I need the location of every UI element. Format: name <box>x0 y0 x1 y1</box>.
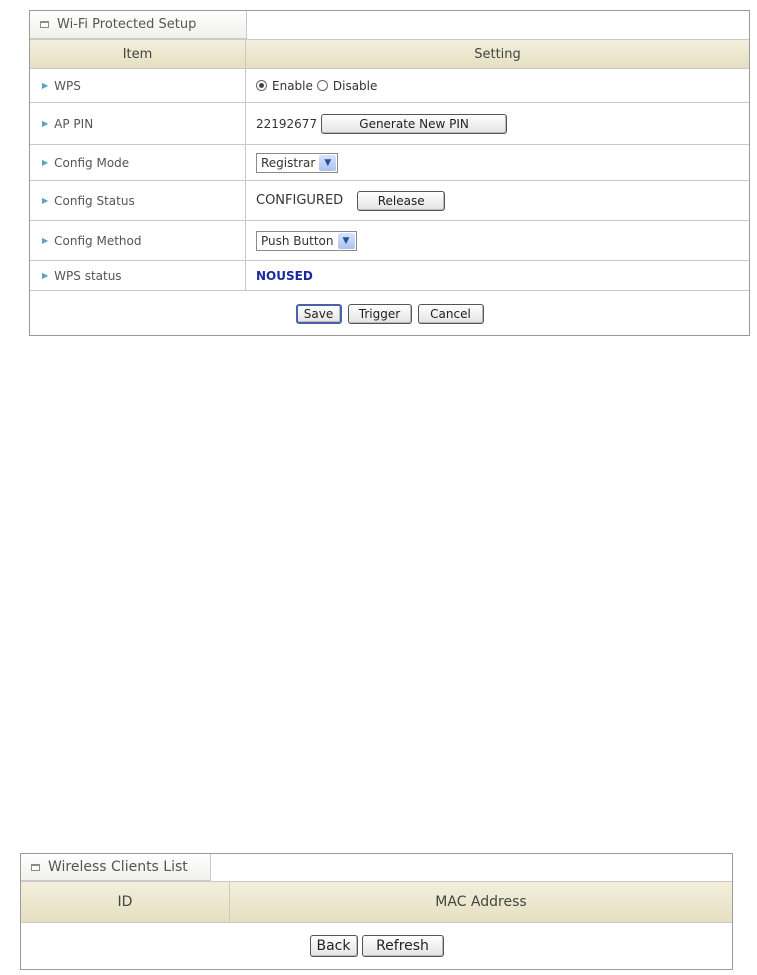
window-icon <box>31 864 40 871</box>
config-method-label: Config Method <box>54 233 142 248</box>
wps-table-header <box>30 39 749 69</box>
id-column-header: ID <box>21 882 230 922</box>
trigger-button[interactable]: Trigger <box>348 304 412 324</box>
wps-enable-label[interactable]: Enable <box>272 78 313 93</box>
config-mode-value: Registrar <box>261 155 316 170</box>
config-status-label: Config Status <box>54 193 135 208</box>
ap-pin-label: AP PIN <box>54 116 94 131</box>
window-icon <box>40 21 49 28</box>
clients-title-text: Wireless Clients List <box>48 859 188 875</box>
wps-panel-title <box>30 11 247 39</box>
wps-status-row <box>30 261 749 291</box>
config-method-select[interactable] <box>256 231 357 251</box>
clients-table-header <box>21 881 732 923</box>
ap-pin-value: 22192677 <box>256 116 318 131</box>
refresh-button[interactable]: Refresh <box>362 935 444 957</box>
wps-disable-label[interactable]: Disable <box>332 78 378 93</box>
chevron-down-icon[interactable]: ▼ <box>338 233 355 249</box>
wps-status-label: WPS status <box>54 268 122 283</box>
bullet-icon: ▶ <box>42 196 49 205</box>
cancel-button[interactable]: Cancel <box>418 304 484 324</box>
config-status-value: CONFIGURED <box>256 193 344 208</box>
chevron-down-icon[interactable]: ▼ <box>319 155 336 171</box>
wps-title-text: Wi-Fi Protected Setup <box>57 17 197 32</box>
mac-column-header: MAC Address <box>435 894 527 910</box>
config-status-row <box>30 181 749 221</box>
release-button[interactable]: Release <box>357 191 445 211</box>
wps-row <box>30 69 749 103</box>
back-button[interactable]: Back <box>310 935 358 957</box>
bullet-icon: ▶ <box>42 271 49 280</box>
generate-pin-button[interactable]: Generate New PIN <box>321 114 507 134</box>
wps-enable-radio[interactable] <box>256 80 267 91</box>
ap-pin-row <box>30 103 749 145</box>
wps-status-value: NOUSED <box>256 268 313 283</box>
wps-button-bar <box>30 293 749 335</box>
wps-label: WPS <box>54 78 81 93</box>
wps-panel <box>29 10 750 336</box>
config-mode-row <box>30 145 749 181</box>
bullet-icon: ▶ <box>42 119 49 128</box>
item-column-header: Item <box>30 40 246 68</box>
wps-disable-radio[interactable] <box>317 80 328 91</box>
config-mode-select[interactable] <box>256 153 338 173</box>
save-button[interactable]: Save <box>296 304 342 324</box>
config-mode-label: Config Mode <box>54 155 130 170</box>
bullet-icon: ▶ <box>42 158 49 167</box>
setting-column-header: Setting <box>474 46 521 62</box>
config-method-row <box>30 221 749 261</box>
config-method-value: Push Button <box>261 233 334 248</box>
clients-panel-title <box>21 854 211 881</box>
clients-panel <box>20 853 733 970</box>
bullet-icon: ▶ <box>42 81 49 90</box>
bullet-icon: ▶ <box>42 236 49 245</box>
clients-button-bar <box>21 923 732 969</box>
